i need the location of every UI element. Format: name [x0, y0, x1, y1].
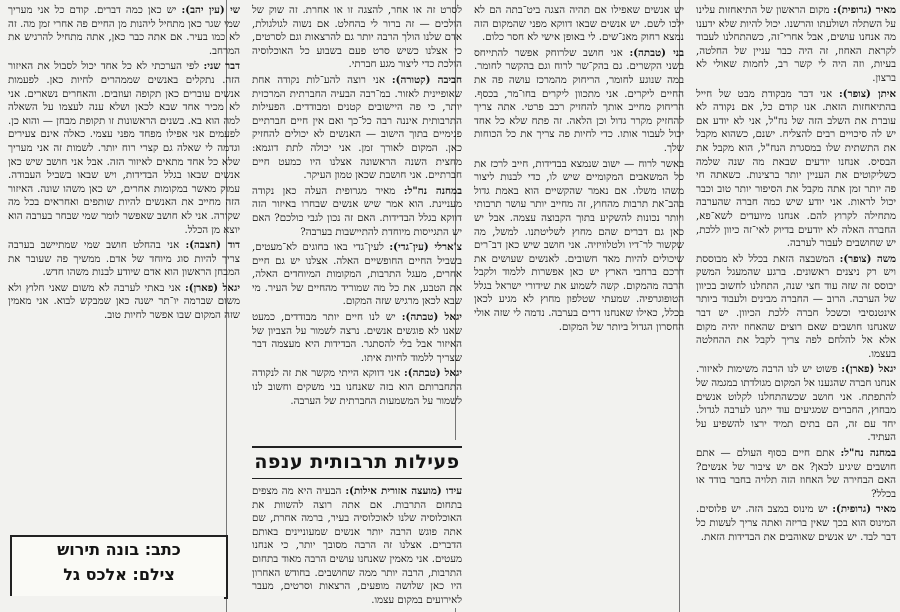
speaker-name: בני (טבתה):: [629, 46, 684, 59]
article-column-4: [8, 4, 240, 608]
paragraph-text: אני רוצה להע־לות נקודה אחת שאופיינית לאזור. במ־רבה הבעיה החברתית המרכזית יותר, כי פה היישובים קטנים ומבודדים. הפעילות התרבותית איננה רבה כל־כך ואם אין חיים חברתיים פנימיים בתוך הישוב — האנשים לא יכולים להחזיק כאן. המקום לאורך זמן. אני יכולה לתת דוגמא: מחצית השנה הראשונה אצלנו היו כמעט חיים חברתיים. אני חושבת שכאן טמון העיקר.: [252, 74, 462, 182]
section-block: [252, 440, 462, 608]
paragraph-text: יש לנו חיים יותר מבודדים, כמעט שאנו לא פוגשים אנשים. נרצה לשמור על הצביון של האיזור אבל בלי להסתגר. הבדידות היא מעצמה דבר שצריך ללמוד לחיות איתו.: [252, 312, 462, 364]
speaker-name: מאיר (גרופית):: [832, 503, 896, 516]
paragraph: [252, 367, 462, 408]
paragraph-text: אני חושב שלרוחק אפשר להתייחס בשני הקשרים. גם בהק־שר לרוח וגם בהקשר לחומר. במה שנוגע לחומר, הריחוק מהמרכז עושה פה את החיים ליקרים. אני מתכוון ליקרים בחו־מר, בכסף. הריחוק מחייב אותך להחזיק רכב פרטי. אתה צריך להחזיק מקרר גדול וכן הלאה. זה פתח שלא כל אחד יכול לעבור אותו. כדי לחיות פה צריך את כל הכוחות שלך.: [474, 47, 684, 154]
paragraph: [252, 311, 462, 365]
paragraph: [252, 74, 462, 183]
paragraph: [8, 282, 240, 323]
paragraph: [696, 88, 896, 251]
speaker-name: דוד (חצבה):: [185, 239, 240, 252]
paragraph-text: הבעיה היא מה מצפים בתחום התרבות. אם אתה רוצה להשוות את האוכלוסיה שלנו לאוכלוסיה בעיר, ברמה אחרת, שם אתה פוגש הרבה יותר אנשים שמעוניינים באותם הדברים. אצלנו זה הרבה מסובך יותר, כי אנחנו מעטים. אני מאמין שאנחנו עושים הרבה מאוד בתחום התרבות, הרבה יותר ממה שחושבים. בחודש האחרון היו כאן שלושה מופעים, הרצאות וסרטים, מעבר לאירועים במקום עצמו.: [252, 486, 462, 606]
paragraph-text: מאיר מגרופית העלה כאן נקודה מעניינת. הוא אמר שיש אנשים שבחרו באיזור הזה דווקא בגלל הבדידות. האם זה נכון לגבי כולכם? האם יש התגייסות מיוחדת להתיישבות בערבה?: [252, 185, 462, 238]
paragraph-text: אתם חיים בסוף העולם — אתם חושבים שיגיע לכאן? אם יש ציבור של אנשים? האם הבחירה של האחוז הזה תלויה בחבר בודד או בכלל?: [696, 448, 896, 500]
paragraph: [696, 503, 896, 544]
article-column-1: [696, 4, 896, 608]
paragraph-text: אני בהחלט חושב שמי שמתיישב בערבה צריך להיות סוג מיוחד של אדם. ממשיך פה שעובר את המבחן הראשון הוא אדם שיודע לבנות משהו חדש.: [8, 240, 240, 279]
page-bottom-margin: [10, 596, 224, 608]
paragraph: [696, 4, 896, 86]
credits-box: [10, 535, 228, 599]
paragraph: [8, 239, 240, 280]
speaker-name: במחנה נח"ל:: [403, 184, 462, 197]
paragraph: [252, 485, 462, 607]
paragraph-text: יש אנשים שאפילו אם תהיה הצגה ביט־בתה הם לא ילכו לשם. יש אנשים שבאו דווקא מפני שהמקום הזה נמצא רחוק מאנ־שים. לי באופן אישי לא חסר כלום.: [474, 5, 684, 44]
speaker-name: משה (צופר):: [839, 252, 896, 265]
paragraph-text: באשר לרוח — ישוב שנמצא בבדידות, חייב לרכז את כל המשאבים המקומיים שיש לו, כדי לבנות ליצור משהו משלו. אם נאמר שהקשיים הוא באמת גדול בהב־את תרבות מהחוץ, זה מחייב יותר עושר תרבותי ויותר נכונות להשקיע בתוך הקבוצה עצמה. אבל יש כאן גם דברים שהם מחוץ לשליטתנו. למשל, מה שקשור לר־דיו ולטלוויזיה. אני חושב שיש כאן דב־רים שיכולים להיות מאד חשובים. לאנשים שעושים את דרכם ברחבי הארץ יש כאן אפשרות ללמוד ולקבל הרבה מהמקום. קשה לשמוע את שידורי ישראל בגלל הטופוגרפיה. שמעתי שטלפון מחוץ לא מגיע לכאן בכלל, כאילו שאנחנו דרים בערבה. נדמה לי שזה אולי החסרון הגדול ביותר של המקום.: [474, 158, 684, 333]
speaker-name: מאיר (גרופית):: [833, 4, 896, 16]
paragraph: [8, 4, 240, 58]
speaker-name: במחנה נח"ל:: [840, 447, 896, 459]
paragraph-text: לסרט זה או אחר, להצגה זו או אחרת. זה שוק של הולכים — זה ברור לי בהחלט. אם נשוה לגולגולת, אדם שלנו הולך הרבה יותר גם להרצאות וגם לסרטים, כי אצלנו כשיש סרט פעם בשבוע כל האוכלוסיה הולכת כדי ליצור מגע חברתי.: [252, 5, 462, 71]
paragraph-text: מקום הראשון של התיאחזות עלינו על השתלה ושולעתו והרשנו. יכול להיות שלא ידענו מה אנחנו עושים, אבל אחרי־זה, כשהתחלנו לעבוד לקראת האחוז, זה היה כבר עניין של החלטה, בעיות, וזה היה לי קשר רב, לחמות שאולי לא ברצון.: [696, 5, 896, 84]
paragraph-text: אני דווקא הייתי מקשר את זה לנקודה התחברותם הוא בזה שאנחנו בני משקים וחשוב לנו לשמור על המשמעות החברתית של הערבה.: [252, 368, 462, 407]
paragraph-text: פשוט יש לנו הרבה משימות לאיזור. אנחנו חברה שהגענו אל המקום מגולדתו במגמה של להתפתח. אני חושב שכשהתחלנו לקלוט אנשים מבחוץ, החברים שמגיעים עוד ייתנו לערבה לגדול. יחד עם זה, הם בתים תמיד ירצו להשפיע על העתיד.: [696, 364, 896, 444]
paragraph: [252, 4, 462, 72]
speaker-name: דבר שני:: [203, 60, 240, 73]
speaker-name: איתן (צופר):: [838, 87, 896, 100]
paragraph: [252, 185, 462, 239]
paragraph: [474, 47, 684, 156]
paragraph: [696, 363, 896, 445]
paragraph: [696, 253, 896, 362]
paragraph-text: אני באתי לערבה לא משום שאני חלוץ ולא משום שברמה יו־תר ישנה כאן שמבקש לבוא. אני מאמין שזה המקום שבו אפשר לחיות טוב.: [8, 282, 240, 322]
photographer-credit: צילם: אלכס גל: [63, 565, 175, 584]
paragraph-text: לעין־גדי באו בחוגים לא־מעטים, בשביל החיים החופשיים האלה. אצלנו יש גם חיים אחרים, מעגל התרבות, המקומות המיוחדים האלה, את הטבע, את כל מה שמוריד מהחיים של העיר. מי שבא לכאן מרגיש שזה המקום.: [252, 242, 462, 308]
paragraph-text: המשבצה הזאת בכלל לא מבוססת ויש רק ניצנים ראשונים. ברגע שהמעגל המשק יבוסס זה שזה עוד חצי שנה, התחלנו לחשוב בכיוון של הערבה. הרוב — החברה מבינים ולעבוד ביותר אינטנסיבי וכשכל חברה ללכת הכיוון. יש דבר שאנחנו חושבים שאם רוצים שהאחוז יהיה מקום אלא אל להלחם לפה צריך לקבל את ההחלטה בעצמו.: [696, 253, 896, 360]
speaker-name: צ'ארלי (עין־גדי):: [389, 241, 462, 254]
speaker-name: עידו (מועצה אזורית אילות):: [345, 485, 462, 497]
writer-credit: כתב: בונה תירוש: [57, 540, 181, 559]
paragraph-text: יש מינוס במצב הזה. יש פלוסים. המינוס הוא בכך שאין בריזה ואתה צריך לעשות כל דבר לבד. יש אנשים שאוהבים את הבדידות הזאת.: [696, 504, 896, 543]
paragraph: [474, 158, 684, 335]
paragraph: [696, 447, 896, 501]
paragraph: [252, 241, 462, 309]
paragraph-text: אני דבר מבקודת מבט של חייל בהתיאחזות הזאת. אנו קודם כל, אם נקודה לא עוברת את השלב הזה של נח"ל, אני לא יודע אם יש לה סיכויים רבים להצליח. ישנם, כשהוא מקבל את התשתית שלו במסגרת הנח"ל, הוא מקבל את הבסיס. אנחנו יודעים שבאת מה שנה שלמה כשליקוטים את העניין יותר ברצינות. כשאתה חי פה יותר זמן אתה מקבל את הסיפור יותר טוב וכבר יכול לראות. אני יודע שיש כמה חברה שהערבה מתחילה לקרוץ להם. אנחנו מיועדים לשא־פא, החברה האלה לא יודעים בדיוק לאי־זה כיוון ללכת, יש שחושבים לעבור לערבה.: [696, 88, 896, 250]
speaker-name: חביבה (קטורה):: [391, 73, 462, 86]
paragraph-text: לפי הערכתי לא כל אחד יכול לסבול את האיזור הזה. נתקלים באנשים שממהרים לחיות כאן. לפעמות אנשים עוברים כאן תקופה ועוזבים. והאחרים נשארים. אני לא מכיר אחד שבא לכאן ושלא ענה לעצמו על השאלה למה הוא בא. בשנים הראשונות זו תקופת מבחן — והוא כן. לפעמים אני אפילו מפחד מפני עצמי. כאלה אינם צעירים וגדמה לי שאלה גם קצרי רוח יותר. לשמות זה אני מעריך שלא כל אחד מתאים לאיזור הזה. אבל אני חושב שיש כאן אנשים שבאו בגלל הבדידות, ויש שבאו בשביל העבודה. עמוק מאשר במקומות אחרים, יש כאן משהו שונה. האיזור הזה מחייב את האנשים להיות שותפים ואחראים בכל מה שקורה. אני לא חושב שאפשר לומר שמי שבחר בערבה הוא יוצא מן הכלל.: [8, 61, 240, 236]
paragraph: [474, 4, 684, 45]
paragraph-text: יש כאן כמה דברים. קודם כל אני מעריך שמי שגר כאן מתחיל ליהנות מן החיים פה אחרי זמן מה. זה לא כמו בעיר. אם אתה כבר כאן, אתה מתחיל להרגיש את המרחב.: [8, 5, 240, 57]
speaker-name: יגאל (פארן):: [841, 363, 896, 376]
speaker-name: יגאל (טבתה):: [401, 311, 462, 324]
speaker-name: יגאל (טבתה):: [404, 367, 462, 380]
speaker-name: יגאל (פארן):: [185, 281, 240, 294]
speaker-name: שי (עין יהב):: [181, 4, 240, 16]
paragraph: [8, 60, 240, 237]
article-column-2: [474, 4, 684, 608]
section-heading: פעילות תרבותית ענפה: [252, 446, 462, 479]
